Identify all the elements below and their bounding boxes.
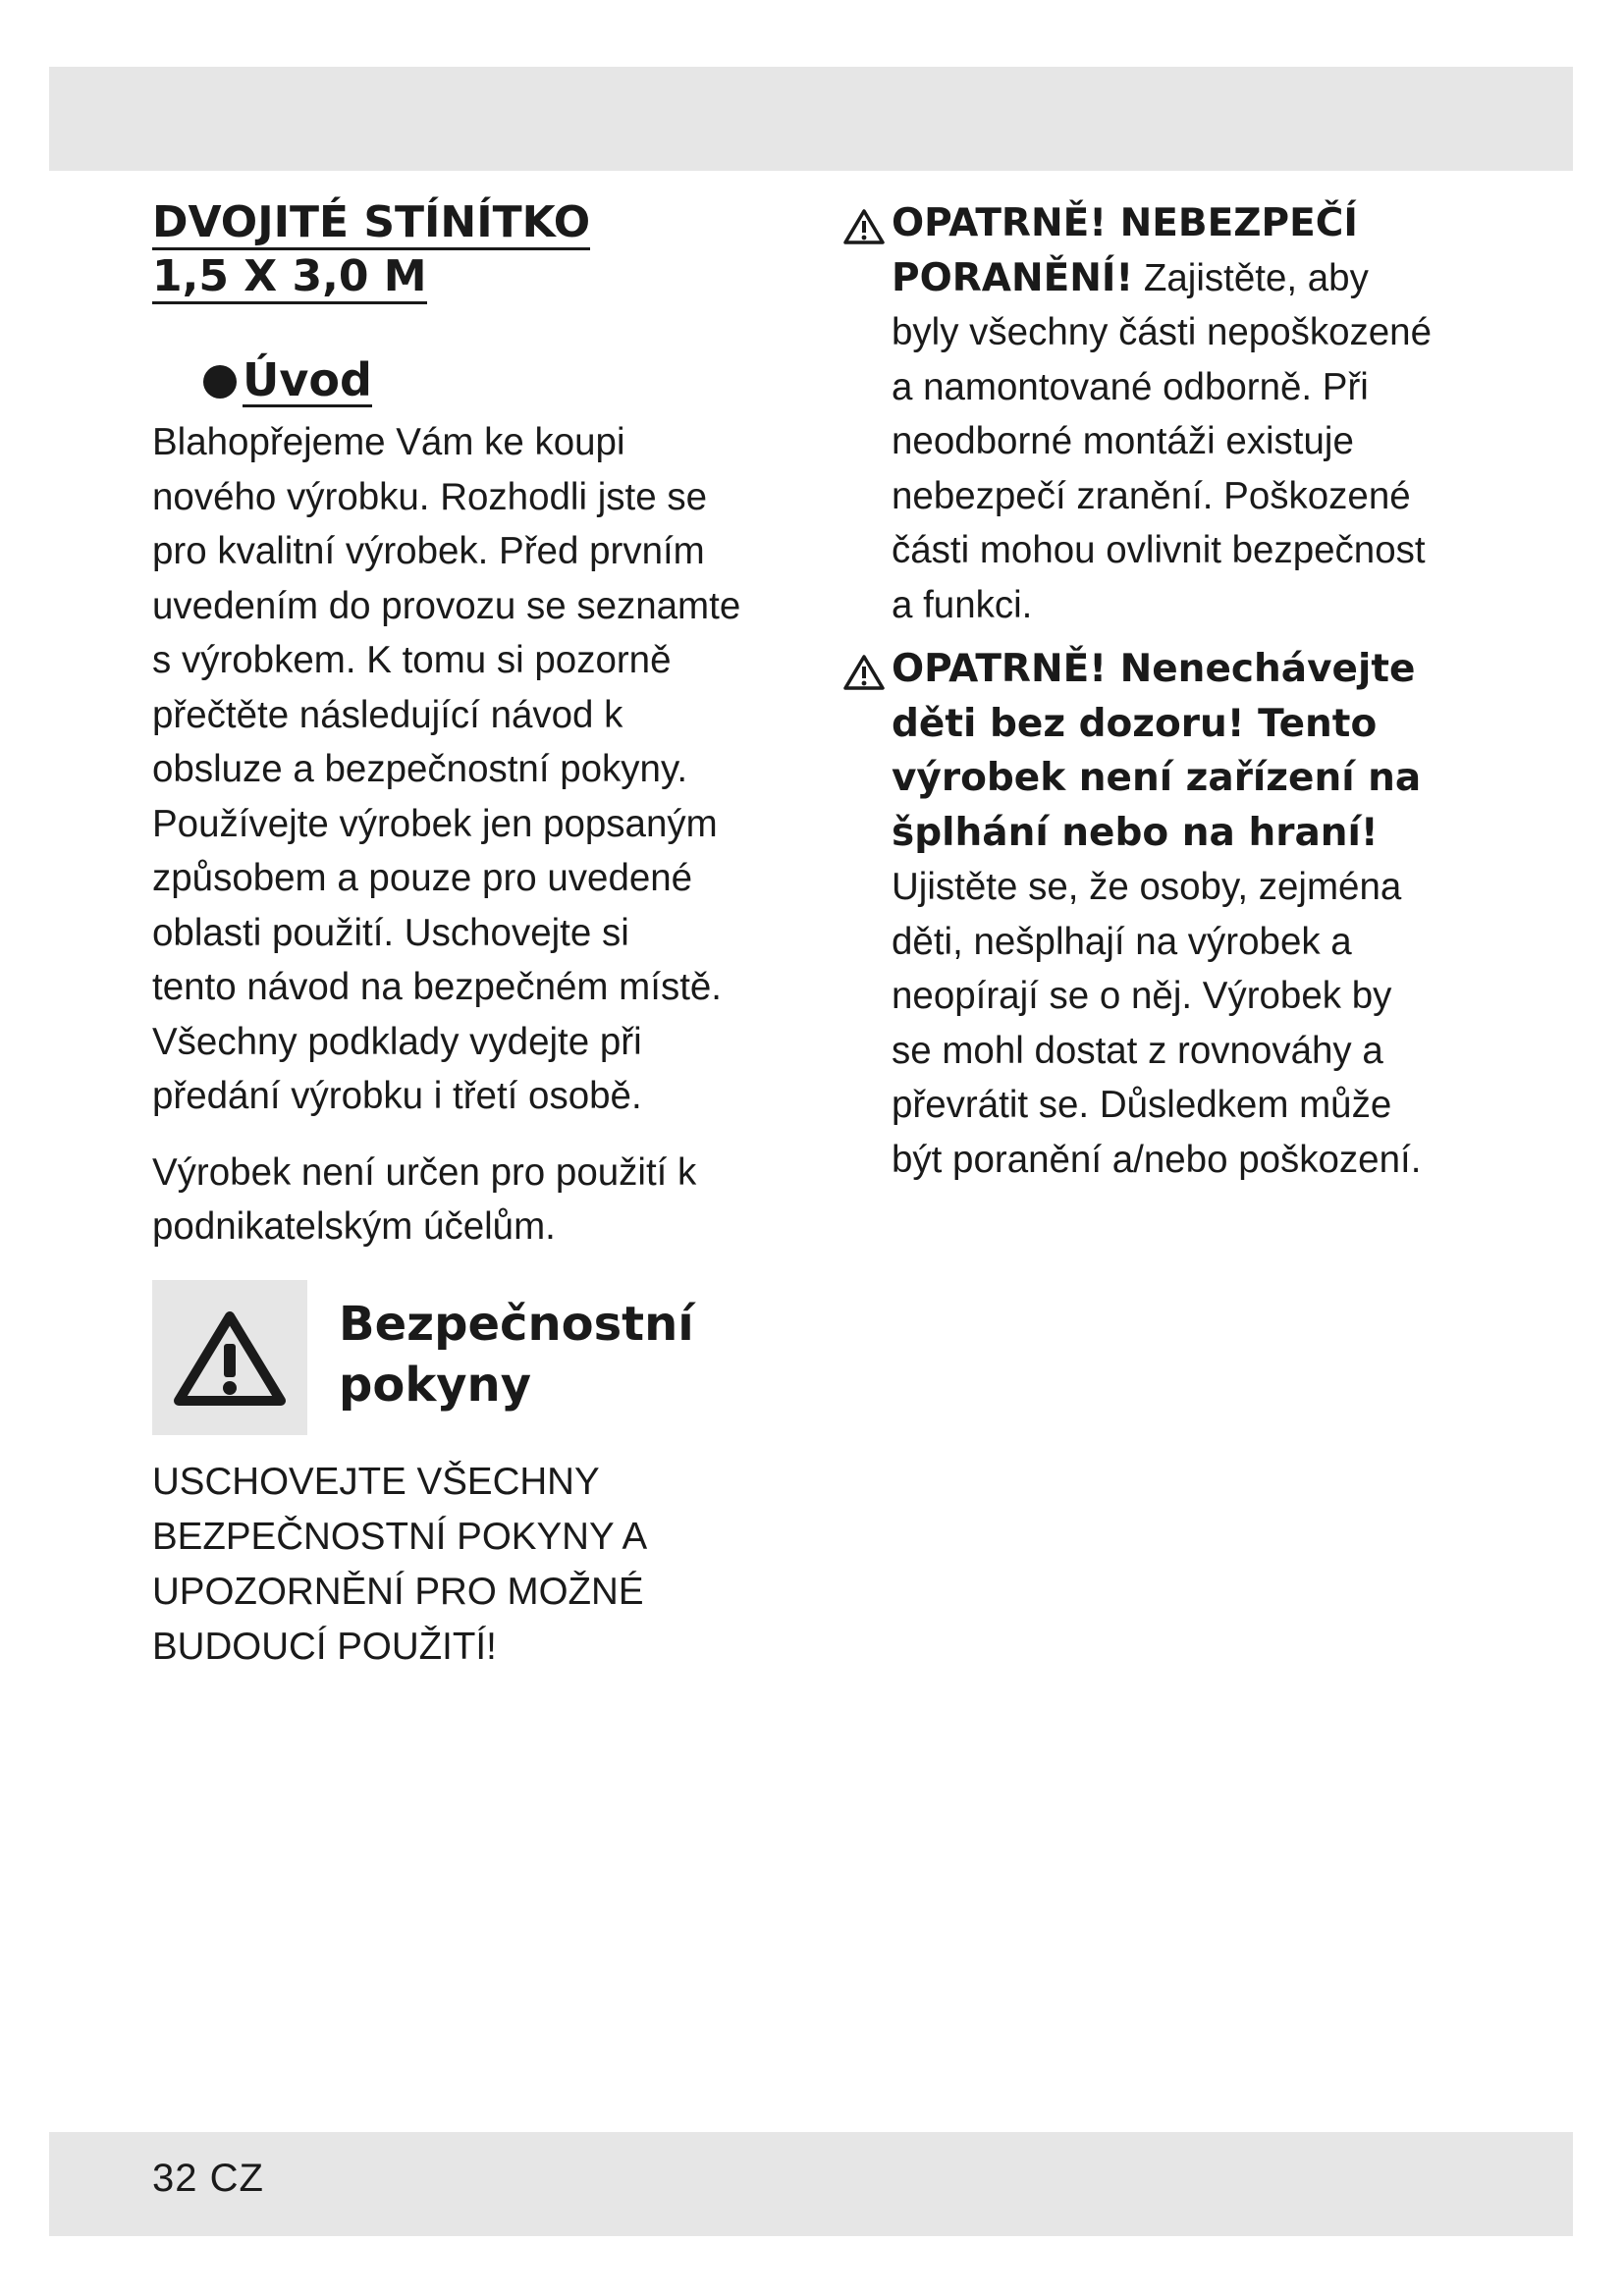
text-line: s výrobkem. K tomu si pozorně	[152, 639, 672, 681]
text-line: tento návod na bezpečném místě.	[152, 966, 723, 1008]
safety-keep-instructions	[152, 1455, 800, 1675]
warning-line: OPATRNĚ! Nenechávejte	[892, 647, 1416, 691]
warning-sign-box	[152, 1280, 307, 1435]
warning-line: byly všechny části nepoškozené	[892, 311, 1432, 353]
warning-triangle-icon	[171, 1308, 289, 1407]
warning-line: a namontované odborně. Při	[892, 365, 1369, 408]
text-line: BUDOUCÍ POUŽITÍ!	[152, 1625, 497, 1668]
warning-triangle-icon	[842, 208, 886, 245]
text-line: USCHOVEJTE VŠECHNY	[152, 1460, 600, 1503]
text-line: uvedením do provozu se seznamte	[152, 584, 741, 627]
warning-line: a funkci.	[892, 583, 1033, 626]
intro-paragraph-1	[152, 415, 800, 1124]
intro-paragraph-2	[152, 1146, 800, 1255]
page-number: 32 CZ	[152, 2157, 264, 2200]
text-line: Blahopřejeme Vám ke koupi	[152, 421, 625, 463]
bullet-dot-icon	[203, 365, 237, 399]
text-line: Všechny podklady vydejte při	[152, 1020, 642, 1063]
warning-line: neodborné montáži existuje	[892, 420, 1354, 462]
warning-line: se mohl dostat z rovnováhy a	[892, 1029, 1383, 1072]
warning-triangle-icon	[842, 654, 886, 691]
warning-line: neopírají se o něj. Výrobek by	[892, 975, 1392, 1017]
safety-heading-line-2: pokyny	[339, 1357, 532, 1413]
left-column	[152, 196, 800, 1675]
text-line: přečtěte následující návod k	[152, 693, 623, 736]
intro-heading-text: Úvod	[243, 353, 372, 406]
footer-band	[49, 2132, 1573, 2236]
warning-line: převrátit se. Důsledkem může	[892, 1084, 1392, 1126]
title-line-2: 1,5 X 3,0 M	[152, 252, 427, 304]
text-line: obsluze a bezpečnostní pokyny.	[152, 748, 688, 790]
warning-line: děti, nešplhají na výrobek a	[892, 920, 1352, 963]
right-column	[842, 196, 1490, 1187]
text-line: BEZPEČNOSTNÍ POKYNY A	[152, 1515, 648, 1558]
text-line: oblasti použití. Uschovejte si	[152, 911, 629, 954]
text-line: způsobem a pouze pro uvedené	[152, 857, 693, 899]
warning-injury	[842, 196, 1490, 632]
warning-line: být poranění a/nebo poškození.	[892, 1138, 1422, 1181]
warning-line: šplhání nebo na hraní!	[892, 810, 1379, 855]
text-line: Používejte výrobek jen popsaným	[152, 802, 718, 845]
document-title	[152, 196, 800, 304]
title-line-1: DVOJITÉ STÍNÍTKO	[152, 198, 590, 250]
warning-line: OPATRNĚ! NEBEZPEČÍ	[892, 201, 1358, 245]
warning-line: PORANĚNÍ! Zajistěte, aby	[892, 255, 1369, 300]
safety-heading	[339, 1294, 694, 1415]
text-line: nového výrobku. Rozhodli jste se	[152, 475, 707, 518]
warning-line: děti bez dozoru! Tento	[892, 701, 1378, 746]
text-line: UPOZORNĚNÍ PRO MOŽNÉ	[152, 1570, 644, 1613]
safety-heading-block	[152, 1280, 800, 1435]
warning-children	[842, 642, 1490, 1187]
text-line: podnikatelským účelům.	[152, 1205, 556, 1248]
header-band	[49, 67, 1573, 171]
warning-line: nebezpečí zranění. Poškozené	[892, 474, 1411, 517]
intro-heading	[203, 355, 800, 407]
safety-heading-line-1: Bezpečnostní	[339, 1296, 694, 1352]
warning-line: výrobek není zařízení na	[892, 756, 1422, 800]
text-line: Výrobek není určen pro použití k	[152, 1150, 697, 1194]
text-line: pro kvalitní výrobek. Před prvním	[152, 530, 705, 572]
warning-line: Ujistěte se, že osoby, zejména	[892, 866, 1402, 908]
text-line: předání výrobku i třetí osobě.	[152, 1075, 642, 1117]
warning-line: části mohou ovlivnit bezpečnost	[892, 529, 1426, 571]
